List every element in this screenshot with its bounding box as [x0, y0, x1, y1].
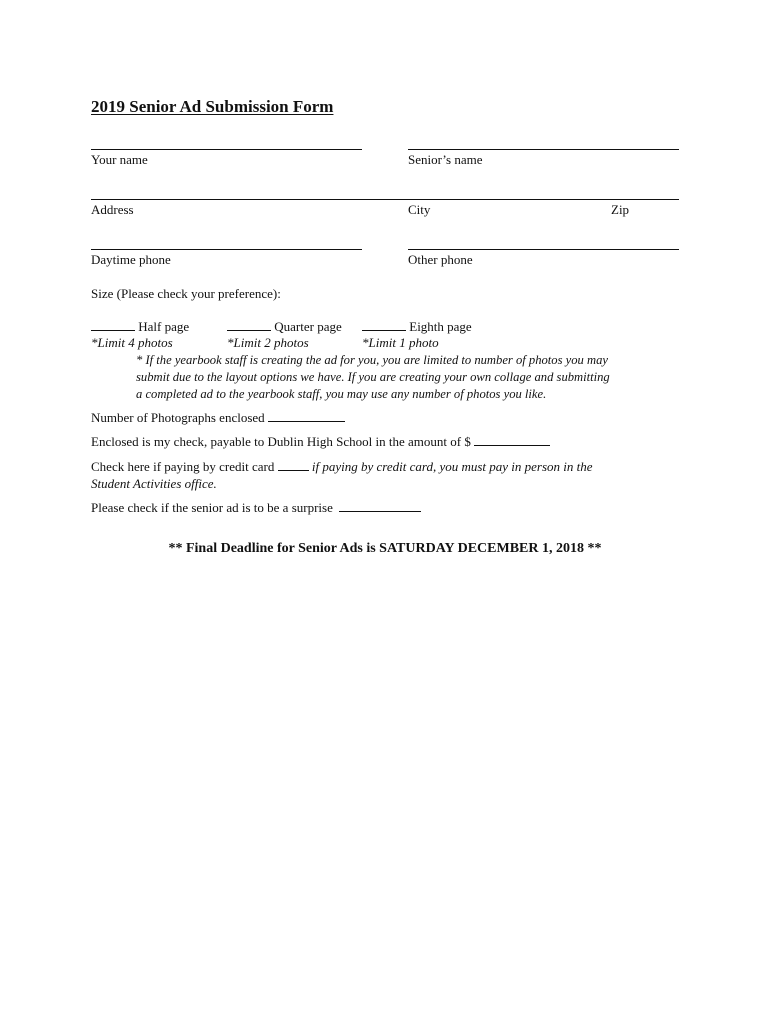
deadline-notice: ** Final Deadline for Senior Ads is SATURDAY DECEMBER 1, 2018 **	[168, 541, 602, 556]
credit-card-row	[91, 459, 593, 475]
check-payable-label: Enclosed is my check, payable to Dublin High School in the amount of $	[91, 434, 471, 449]
surprise-row	[91, 500, 421, 516]
credit-card-label: Check here if paying by credit card	[91, 459, 275, 474]
size-option-quarter	[227, 319, 342, 335]
credit-card-note-cont: Student Activities office.	[91, 476, 217, 491]
form-title: 2019 Senior Ad Submission Form	[91, 97, 334, 116]
eighth-page-checkbox[interactable]	[362, 319, 406, 331]
other-phone-label: Other phone	[408, 252, 473, 267]
address-label: Address	[91, 202, 134, 217]
daytime-phone-line[interactable]	[91, 249, 362, 250]
your-name-line[interactable]	[91, 149, 362, 150]
half-page-checkbox[interactable]	[91, 319, 135, 331]
check-amount-field[interactable]	[474, 434, 550, 446]
quarter-page-label: Quarter page	[274, 319, 342, 334]
photos-enclosed-row	[91, 410, 345, 426]
size-option-half	[91, 319, 189, 335]
photos-enclosed-label: Number of Photographs enclosed	[91, 410, 265, 425]
daytime-phone-label: Daytime phone	[91, 252, 171, 267]
credit-card-note: if paying by credit card, you must pay in person in the	[311, 459, 593, 474]
size-option-eighth	[362, 319, 472, 335]
note-line: * If the yearbook staff is creating the ad for you, you are limited to number of photos you may	[136, 353, 608, 367]
eighth-page-label: Eighth page	[409, 319, 472, 334]
city-label: City	[408, 202, 431, 217]
address-line[interactable]	[91, 199, 679, 200]
note-line: a completed ad to the yearbook staff, you may use any number of photos you like.	[136, 387, 547, 401]
size-prompt: Size (Please check your preference):	[91, 286, 281, 301]
surprise-checkbox[interactable]	[339, 500, 421, 512]
quarter-page-checkbox[interactable]	[227, 319, 271, 331]
surprise-label: Please check if the senior ad is to be a surprise	[91, 500, 333, 515]
zip-label: Zip	[611, 202, 630, 217]
half-page-label: Half page	[138, 319, 190, 334]
credit-card-checkbox[interactable]	[278, 459, 309, 471]
note-line: submit due to the layout options we have. If you are creating your own collage and submitting	[136, 370, 610, 384]
half-page-limit: *Limit 4 photos	[91, 335, 173, 350]
your-name-label: Your name	[91, 152, 148, 167]
photo-limit-note	[136, 352, 684, 403]
check-payable-row	[91, 434, 550, 450]
other-phone-line[interactable]	[408, 249, 679, 250]
seniors-name-line[interactable]	[408, 149, 679, 150]
eighth-page-limit: *Limit 1 photo	[362, 335, 439, 350]
quarter-page-limit: *Limit 2 photos	[227, 335, 309, 350]
photos-enclosed-field[interactable]	[268, 410, 345, 422]
seniors-name-label: Senior’s name	[408, 152, 483, 167]
